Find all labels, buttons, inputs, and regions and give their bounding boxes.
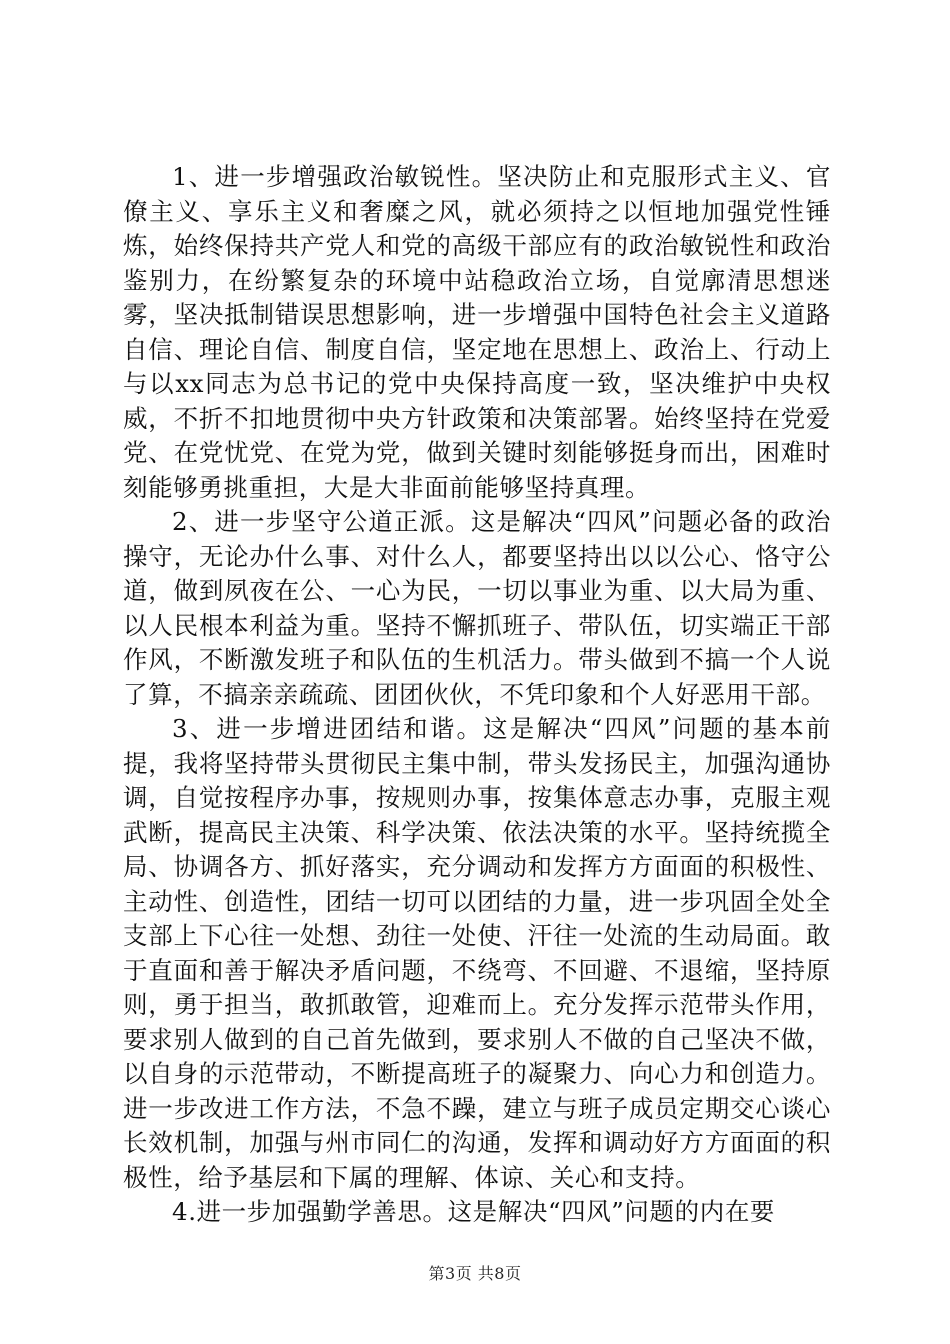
page-total: 共8页 xyxy=(477,1264,522,1283)
page-footer xyxy=(0,1264,950,1284)
paragraph-3: 3、进一步增进团结和谐。这是解决“四风”问题的基本前提，我将坚持带头贯彻民主集中制，带头发扬民主，加强沟通协调，自觉按程序办事，按规则办事，按集体意志办事，克服主观武断，提高民主决策、科学决策、依法决策的水平。坚持统揽全局、协调各方、抓好落实，充分调动和发挥方方面面的积极性、主动性、创造性，团结一切可以团结的力量，进一步巩固全处全支部上下心往一处想、劲往一处使、汗往一处流的生动局面。敢于直面和善于解决矛盾问题，不绕弯、不回避、不退缩，坚持原则，勇于担当，敢抓敢管，迎难而上。充分发挥示范带头作用，要求别人做到的自己首先做到，要求别人不做的自己坚决不做，以自身的示范带动，不断提高班子的凝聚力、向心力和创造力。进一步改进工作方法，不急不躁，建立与班子成员定期交心谈心长效机制，加强与州市同仁的沟通，发挥和调动好方方面面的积极性，给予基层和下属的理解、体谅、关心和支持。 xyxy=(123,714,831,1192)
page-number: 第3页 xyxy=(428,1264,473,1283)
paragraph-2: 2、进一步坚守公道正派。这是解决“四风”问题必备的政治操守，无论办什么事、对什么人，都要坚持出以以公心、恪守公道，做到夙夜在公、一心为民，一切以事业为重、以大局为重、以人民根本利益为重。坚持不懈抓班子、带队伍，切实端正干部作风，不断激发班子和队伍的生机活力。带头做到不搞一个人说了算，不搞亲亲疏疏、团团伙伙，不凭印象和个人好恶用干部。 xyxy=(123,507,831,709)
paragraph-1: 1、进一步增强政治敏锐性。坚决防止和克服形式主义、官僚主义、享乐主义和奢糜之风，就必须持之以恒地加强党性锤炼，始终保持共产党人和党的高级干部应有的政治敏锐性和政治鉴别力，在纷繁复杂的环境中站稳政治立场，自觉廓清思想迷雾，坚决抵制错误思想影响，进一步增强中国特色社会主义道路自信、理论自信、制度自信，坚定地在思想上、政治上、行动上与以xx同志为总书记的党中央保持高度一致，坚决维护中央权威，不折不扣地贯彻中央方针政策和决策部署。始终坚持在党爱党、在党忧党、在党为党，做到关键时刻能够挺身而出，困难时刻能够勇挑重担，大是大非面前能够坚持真理。 xyxy=(123,162,831,502)
document-body xyxy=(123,160,831,1230)
paragraph-4: 4.进一步加强勤学善思。这是解决“四风”问题的内在要 xyxy=(172,1197,776,1226)
